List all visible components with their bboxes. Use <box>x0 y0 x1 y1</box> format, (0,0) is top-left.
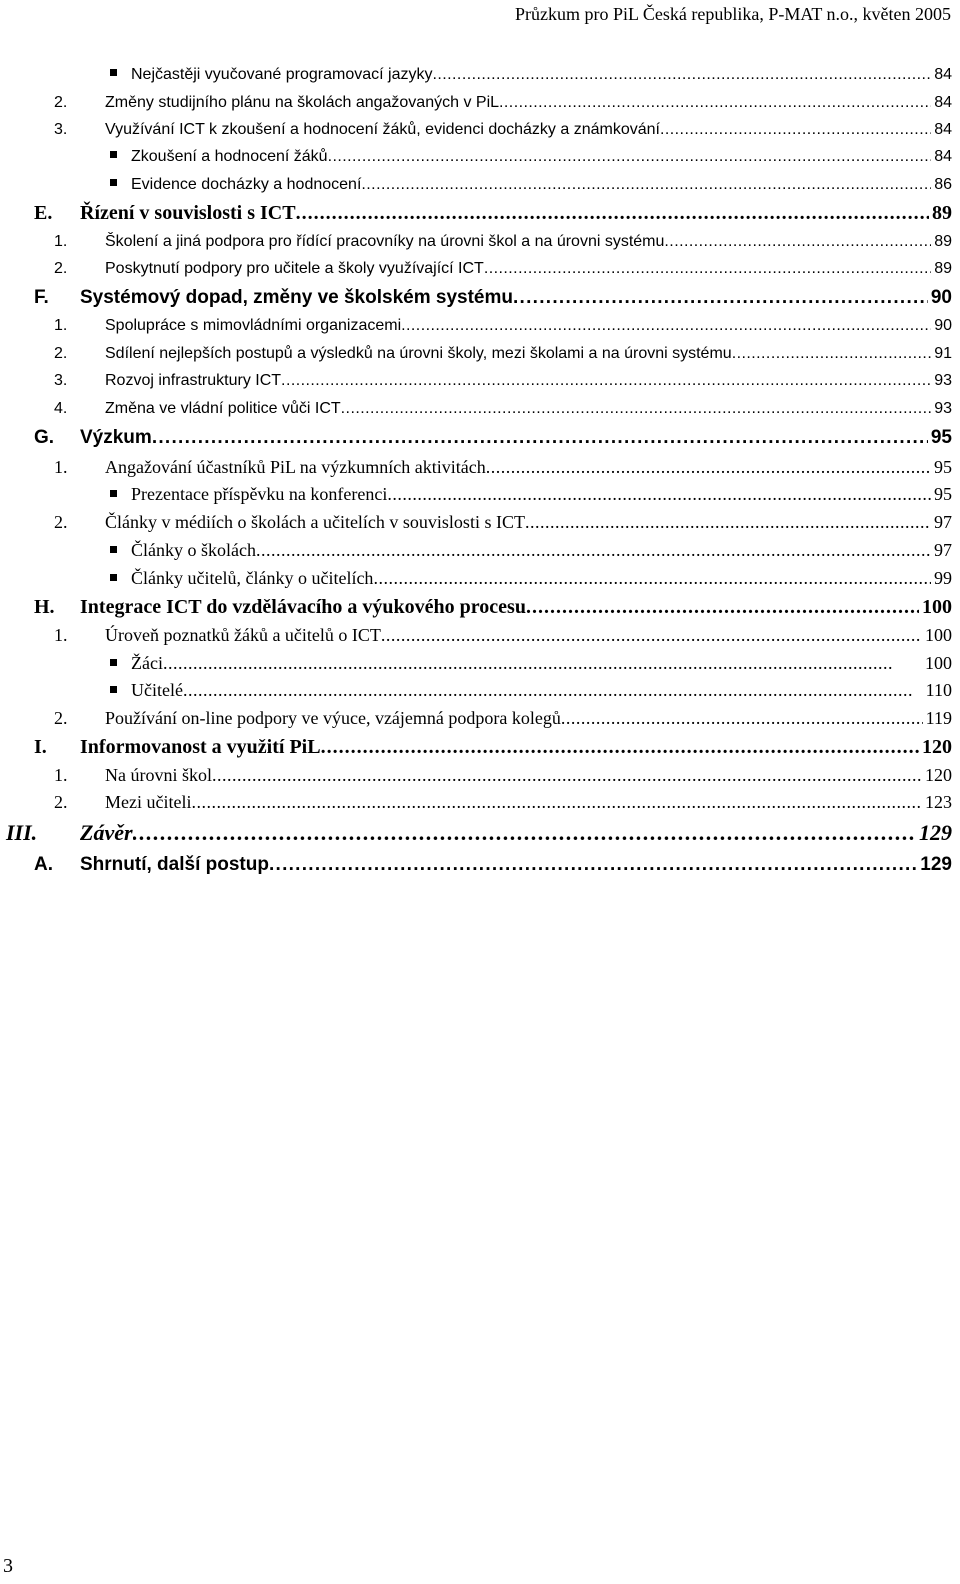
toc-entry-link[interactable] <box>131 537 952 563</box>
toc-entry-page: 123 <box>925 792 952 812</box>
toc-entry-title: Mezi učiteli <box>105 792 192 812</box>
toc-entry-link[interactable] <box>131 650 952 676</box>
dot-leader <box>152 425 928 451</box>
toc-entry-page: 84 <box>934 94 952 111</box>
toc-entry-page: 97 <box>934 540 952 560</box>
toc-entry[interactable] <box>0 789 960 815</box>
toc-entry-page: 84 <box>934 121 952 138</box>
toc-entry[interactable] <box>0 285 960 311</box>
toc-entry-title: Evidence docházky a hodnocení <box>131 176 362 193</box>
toc-entry-link[interactable] <box>105 341 952 367</box>
toc-entry-page: 90 <box>930 287 952 308</box>
toc-entry[interactable] <box>0 256 960 282</box>
toc-entry-link[interactable] <box>80 285 952 311</box>
toc-entry-number: H. <box>34 596 55 618</box>
toc-entry[interactable] <box>0 734 960 760</box>
toc-entry-page: 100 <box>922 596 952 618</box>
toc-entry[interactable] <box>0 172 960 198</box>
toc-entry-page: 93 <box>934 400 952 417</box>
toc-entry-link[interactable] <box>105 90 952 116</box>
dot-leader <box>381 622 922 648</box>
bullet-icon <box>110 481 117 507</box>
toc-entry-link[interactable] <box>105 762 952 788</box>
dot-leader <box>361 172 931 198</box>
toc-entry[interactable] <box>0 396 960 422</box>
toc-entry-page: 90 <box>934 317 952 334</box>
toc-entry-title: Rozvoj infrastruktury ICT <box>105 372 282 389</box>
toc-entry-page: 95 <box>930 427 952 448</box>
toc-entry-link[interactable] <box>105 313 952 339</box>
toc-entry-title: Výzkum <box>80 427 152 448</box>
bullet-icon <box>110 650 117 676</box>
toc-entry-link[interactable] <box>105 396 952 422</box>
toc-entry-link[interactable] <box>131 565 952 591</box>
toc-entry[interactable] <box>0 565 960 591</box>
toc-entry-page: 120 <box>922 736 952 758</box>
toc-entry-title: Změna ve vládní politice vůči ICT <box>105 400 341 417</box>
toc-entry-link[interactable] <box>105 789 952 815</box>
bullet-icon <box>110 62 117 88</box>
dot-leader <box>499 90 931 116</box>
toc-entry-title: Informovanost a využití PiL <box>80 736 321 758</box>
bullet-icon <box>110 565 117 591</box>
toc-entry-title: Spolupráce s mimovládními organizacemi <box>105 317 402 334</box>
toc-entry[interactable] <box>0 705 960 731</box>
toc-entry-link[interactable] <box>80 734 952 760</box>
running-header <box>515 4 951 25</box>
dot-leader <box>660 117 931 143</box>
toc-entry-link[interactable] <box>105 368 952 394</box>
bullet-icon <box>110 537 117 563</box>
dot-leader <box>328 144 932 170</box>
toc-entry-number: 1. <box>54 625 68 645</box>
toc-entry-number: 4. <box>54 400 68 417</box>
toc-entry[interactable] <box>0 677 960 703</box>
dot-leader <box>133 820 916 846</box>
toc-entry[interactable] <box>0 62 960 88</box>
dot-leader <box>373 565 931 591</box>
toc-entry-page: 110 <box>925 680 952 700</box>
toc-entry-title: Shrnutí, další postup <box>80 854 269 875</box>
toc-entry-page: 84 <box>934 66 952 83</box>
header-text: Průzkum pro PiL Česká republika, P-MAT n.o., květen 2005 <box>515 4 951 24</box>
toc-entry-title: Na úrovni škol <box>105 765 212 785</box>
toc-entry[interactable] <box>0 313 960 339</box>
toc-entry[interactable] <box>0 852 960 878</box>
toc-entry-number: 2. <box>54 792 68 812</box>
toc-entry-page: 84 <box>934 148 952 165</box>
toc-entry-title: Žáci <box>131 653 163 673</box>
page-number: 3 <box>3 1555 13 1577</box>
toc-entry-page: 129 <box>919 820 952 845</box>
toc-entry[interactable] <box>0 117 960 143</box>
toc-entry-number: G. <box>34 427 55 448</box>
toc-entry-page: 100 <box>925 625 952 645</box>
dot-leader <box>269 852 917 878</box>
toc-entry-link[interactable] <box>80 852 952 878</box>
dot-leader <box>183 677 923 703</box>
toc-entry-number: I. <box>34 736 47 758</box>
dot-leader <box>163 650 922 676</box>
dot-leader <box>525 509 931 535</box>
dot-leader <box>484 256 931 282</box>
toc-entry[interactable] <box>0 90 960 116</box>
toc-entry-number: 2. <box>54 512 68 532</box>
toc-entry-title: Závěr <box>80 820 133 845</box>
dot-leader <box>526 594 919 620</box>
dot-leader <box>321 734 919 760</box>
dot-leader <box>732 341 932 367</box>
toc-entry[interactable] <box>0 454 960 480</box>
toc-entry-title: Poskytnutí podpory pro učitele a školy využívající ICT <box>105 260 484 277</box>
toc-entry-page: 86 <box>934 176 952 193</box>
toc-entry-title: Zkoušení a hodnocení žáků <box>131 148 328 165</box>
toc-entry-number: A. <box>34 854 53 875</box>
toc-entry-page: 97 <box>934 512 952 532</box>
toc-entry-link[interactable] <box>105 454 952 480</box>
toc-entry-title: Články o školách <box>131 540 256 560</box>
toc-entry[interactable] <box>0 144 960 170</box>
toc-entry-link[interactable] <box>105 229 952 255</box>
toc-entry-number: 1. <box>54 765 68 785</box>
toc-entry[interactable] <box>0 537 960 563</box>
toc-entry-page: 95 <box>934 457 952 477</box>
toc-entry-page: 93 <box>934 372 952 389</box>
toc-entry-page: 89 <box>934 233 952 250</box>
toc-entry[interactable] <box>0 425 960 451</box>
toc-entry[interactable] <box>0 368 960 394</box>
dot-leader <box>281 368 931 394</box>
toc-entry-title: Systémový dopad, změny ve školském systému <box>80 287 513 308</box>
toc-entry-title: Angažování účastníků PiL na výzkumních aktivitách <box>105 457 486 477</box>
dot-leader <box>486 454 931 480</box>
dot-leader <box>513 285 928 311</box>
toc-entry-link[interactable] <box>131 144 952 170</box>
toc-entry-number: III. <box>6 820 38 845</box>
toc-entry[interactable] <box>0 594 960 620</box>
toc-entry-link[interactable] <box>80 425 952 451</box>
toc-entry-title: Úroveň poznatků žáků a učitelů o ICT <box>105 625 381 645</box>
toc-entry[interactable] <box>0 481 960 507</box>
dot-leader <box>387 481 931 507</box>
dot-leader <box>561 705 923 731</box>
toc-entry-link[interactable] <box>105 256 952 282</box>
toc-entry-link[interactable] <box>80 820 952 846</box>
toc-entry[interactable] <box>0 200 960 226</box>
toc-entry-page: 99 <box>934 568 952 588</box>
toc-entry-link[interactable] <box>131 172 952 198</box>
bullet-icon <box>110 144 117 170</box>
toc-entry-title: Používání on-line podpory ve výuce, vzájemná podpora kolegů <box>105 708 561 728</box>
toc-entry-number: 1. <box>54 233 68 250</box>
toc-entry-page: 89 <box>934 260 952 277</box>
toc-entry-title: Články učitelů, články o učitelích <box>131 568 374 588</box>
dot-leader <box>296 200 929 226</box>
toc-entry-link[interactable] <box>105 117 952 143</box>
toc-entry[interactable] <box>0 229 960 255</box>
toc-entry-title: Sdílení nejlepších postupů a výsledků na úrovni školy, mezi školami a na úrovni systému <box>105 345 732 362</box>
toc-entry-number: 3. <box>54 121 68 138</box>
toc-entry[interactable] <box>0 650 960 676</box>
toc-entry-link[interactable] <box>80 200 952 226</box>
bullet-icon <box>110 172 117 198</box>
toc-entry[interactable] <box>0 622 960 648</box>
toc-entry-title: Využívání ICT k zkoušení a hodnocení žáků, evidenci docházky a známkování <box>105 121 660 138</box>
toc-entry-title: Řízení v souvislosti s ICT <box>80 202 296 224</box>
dot-leader <box>664 229 931 255</box>
toc-entry-number: 2. <box>54 345 68 362</box>
toc-entry-link[interactable] <box>131 62 952 88</box>
toc-entry-number: 1. <box>54 457 68 477</box>
bullet-icon <box>110 677 117 703</box>
toc-entry-page: 95 <box>934 484 952 504</box>
toc-entry-page: 91 <box>934 345 952 362</box>
toc-entry[interactable] <box>0 762 960 788</box>
toc-entry-title: Učitelé <box>131 680 183 700</box>
dot-leader <box>256 537 931 563</box>
toc-entry-page: 120 <box>925 765 952 785</box>
toc-entry-number: 2. <box>54 708 68 728</box>
toc-entry-page: 129 <box>920 854 952 875</box>
toc-entry-title: Integrace ICT do vzdělávacího a výukového procesu <box>80 596 526 618</box>
toc-entry[interactable] <box>0 820 960 846</box>
toc-entry-title: Nejčastěji vyučované programovací jazyky <box>131 66 433 83</box>
toc-entry-number: F. <box>34 287 49 308</box>
toc-entry-page: 119 <box>925 708 952 728</box>
toc-entry-number: 2. <box>54 260 68 277</box>
toc-entry-link[interactable] <box>131 481 952 507</box>
toc-entry-link[interactable] <box>80 594 952 620</box>
toc-entry-link[interactable] <box>105 622 952 648</box>
toc-entry[interactable] <box>0 341 960 367</box>
dot-leader <box>341 396 932 422</box>
dot-leader <box>401 313 931 339</box>
toc-entry-title: Školení a jiná podpora pro řídící pracovníky na úrovni škol a na úrovni systému <box>105 233 665 250</box>
toc-entry-number: 3. <box>54 372 68 389</box>
dot-leader <box>191 789 922 815</box>
toc-entry-page: 100 <box>925 653 952 673</box>
toc-entry-number: 1. <box>54 317 68 334</box>
dot-leader <box>212 762 922 788</box>
toc-entry-page: 89 <box>932 202 952 224</box>
toc-entry-title: Prezentace příspěvku na konferenci <box>131 484 388 504</box>
toc-entry-title: Změny studijního plánu na školách angažovaných v PiL <box>105 94 500 111</box>
toc-entry-number: E. <box>34 202 53 224</box>
toc-entry-title: Články v médiích o školách a učitelích v souvislosti s ICT <box>105 512 525 532</box>
toc-entry-number: 2. <box>54 94 68 111</box>
toc-entry-link[interactable] <box>105 509 952 535</box>
dot-leader <box>432 62 931 88</box>
toc-entry[interactable] <box>0 509 960 535</box>
toc-entry-link[interactable] <box>131 677 952 703</box>
toc-entry-link[interactable] <box>105 705 952 731</box>
